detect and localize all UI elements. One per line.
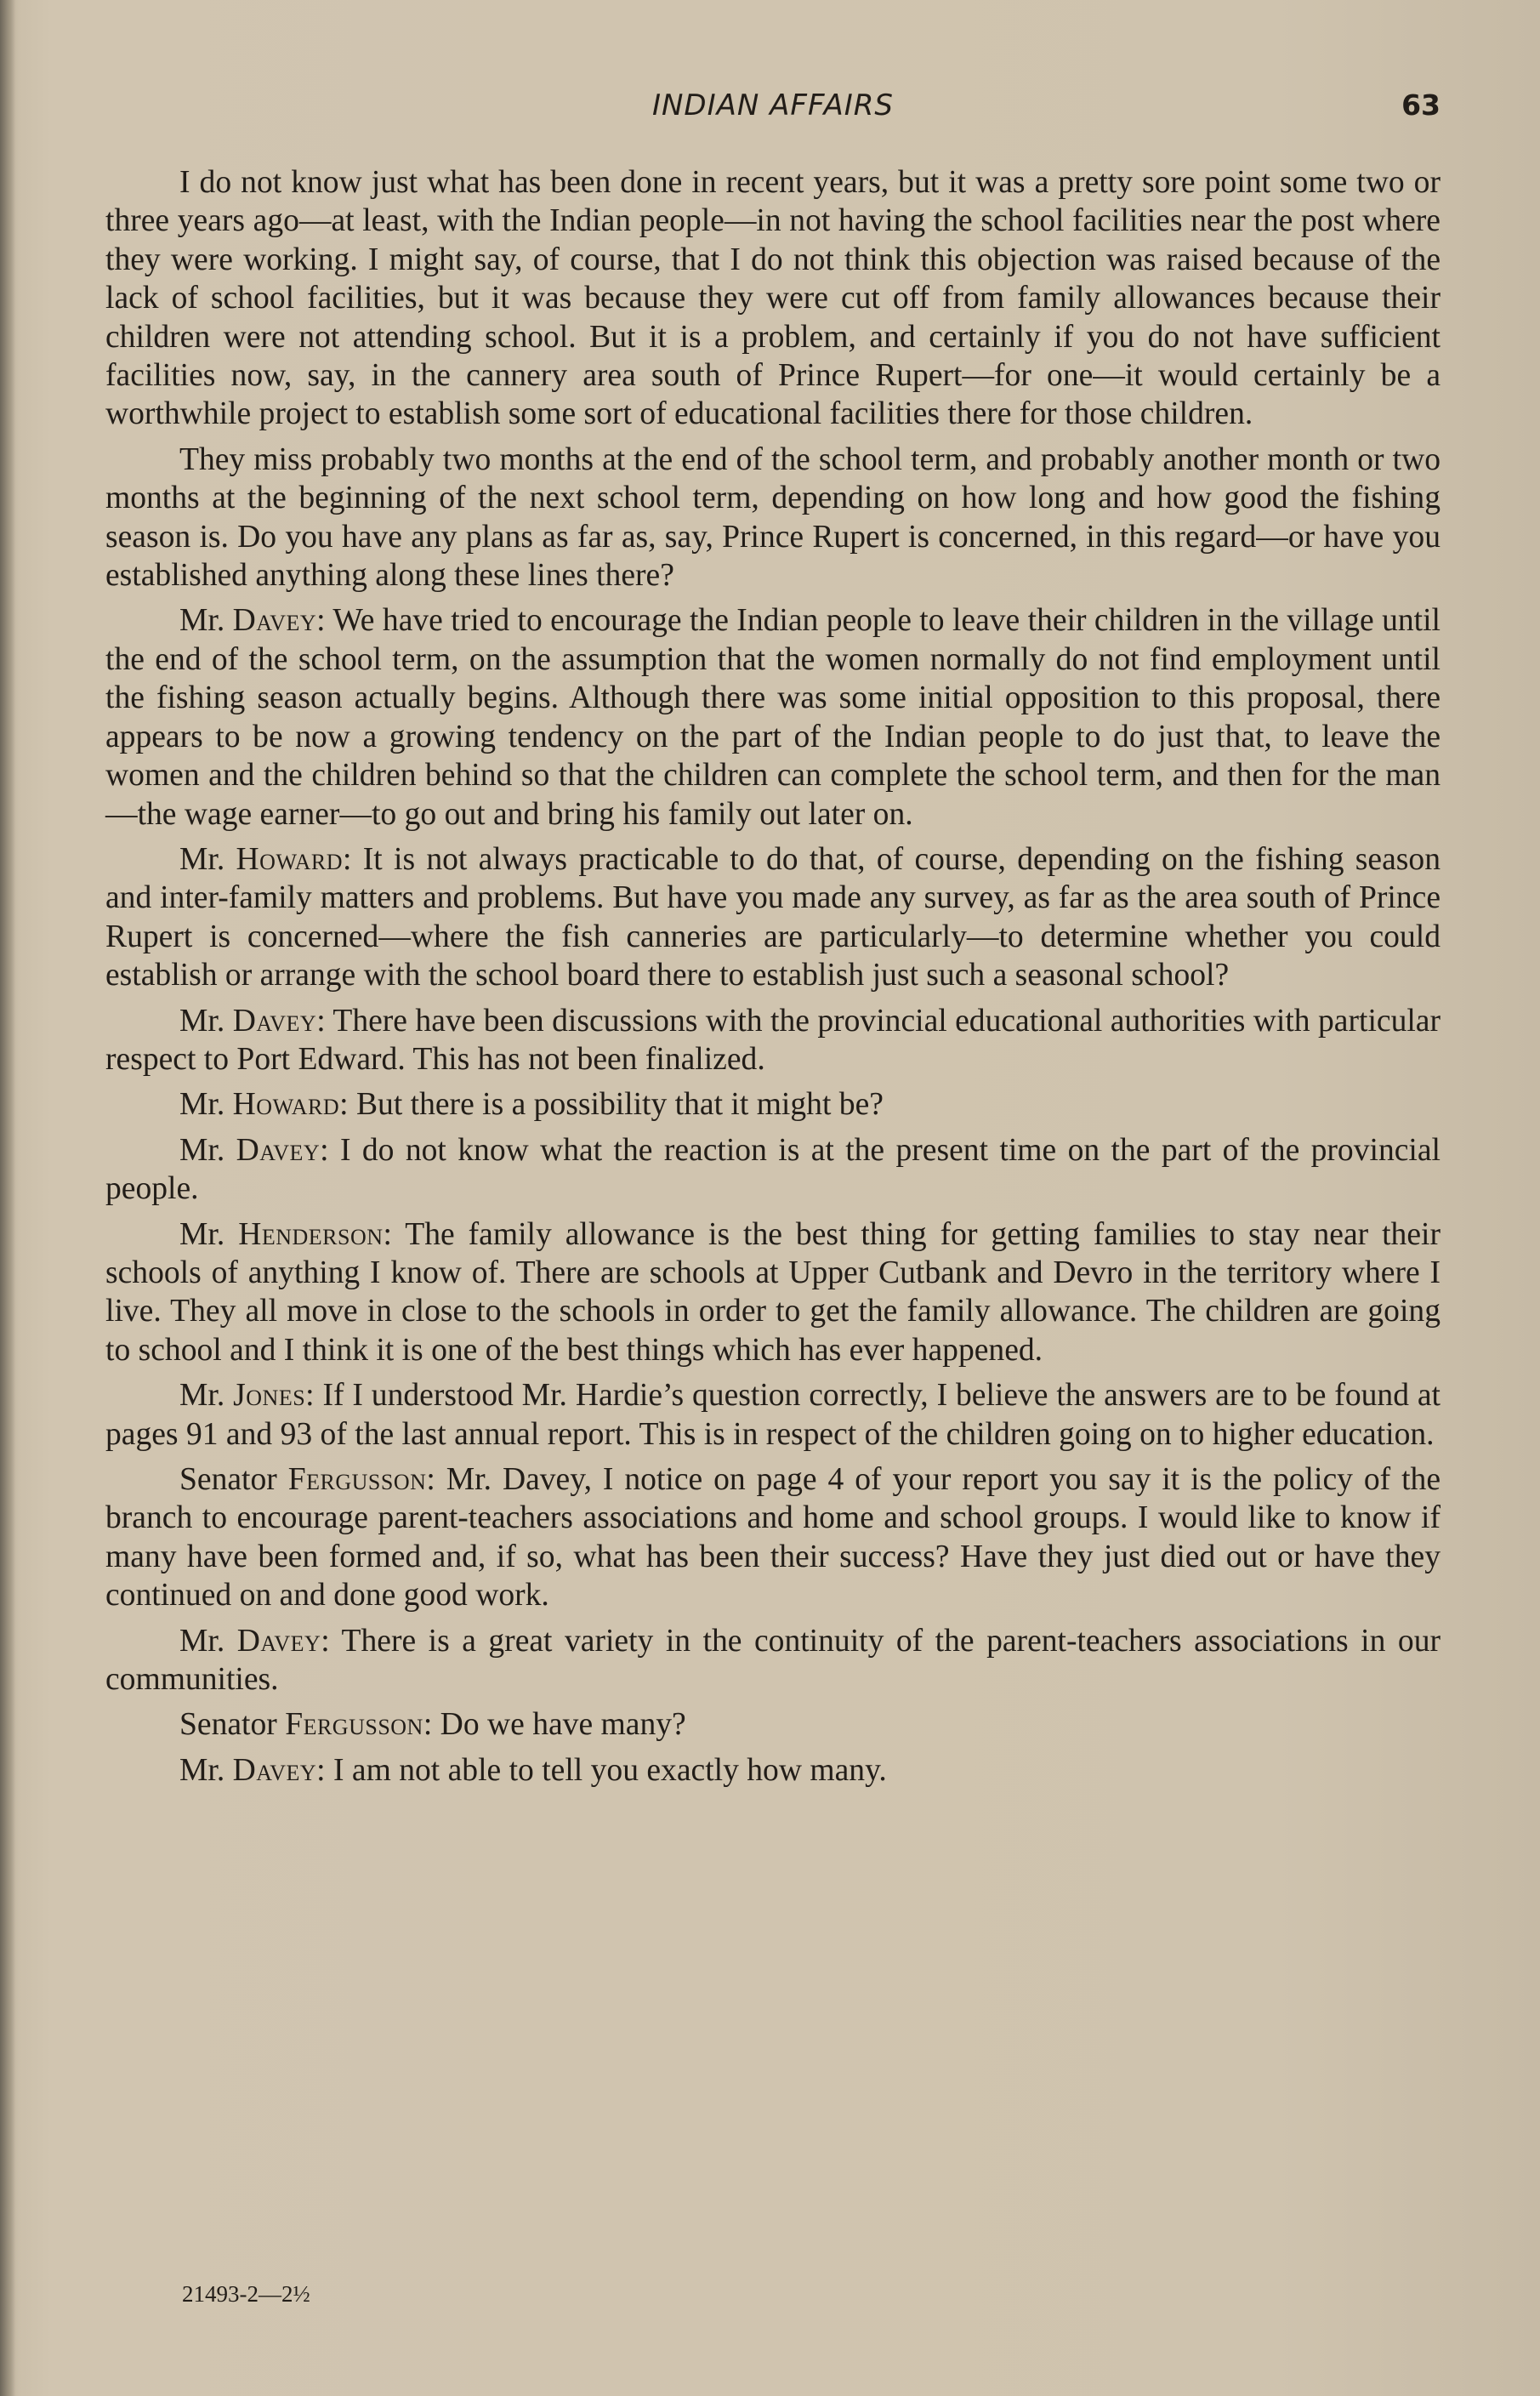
paragraph-text: : It is not always practicable to do that, of course, depending on the fishing season and inter-family matters and problems. But have you made any survey, as far as the area south of Prince Rupert is concerned—where the fish canneries are particularly—to determine whether you could establish or arrange with the school board there to establish just such a seasonal school?: [105, 841, 1441, 993]
speaker-honorific: Senator: [179, 1462, 288, 1497]
running-head: [105, 88, 1441, 131]
speaker-name: Henderson: [238, 1216, 384, 1252]
paragraph: [105, 163, 1441, 434]
paragraph-text: They miss probably two months at the end of the school term, and probably another month or two months at the beginning of the next school term, depending on how long and how good the fishing season is. Do you have any plans as far as, say, Prince Rupert is concerned, in this regard—or have you established anything along these lines there?: [105, 441, 1441, 594]
paragraph: [105, 441, 1441, 595]
paragraph: [105, 840, 1441, 995]
speaker-honorific: Mr.: [179, 841, 236, 877]
speaker-name: Fergusson: [285, 1707, 423, 1743]
speaker-name: Fergusson: [287, 1462, 427, 1497]
paragraph: [105, 1215, 1441, 1370]
paragraph: [105, 1622, 1441, 1699]
paragraph: [105, 1460, 1441, 1615]
paragraph-text: : I do not know what the reaction is at the present time on the part of the provincial people.: [105, 1132, 1441, 1207]
speaker-honorific: Mr.: [179, 1378, 234, 1414]
paragraph-text: : If I understood Mr. Hardie’s question correctly, I believe the answers are to be found at pages 91 and 93 of the last annual report. This is in respect of the children going on to higher education.: [105, 1378, 1441, 1452]
speaker-name: Howard: [232, 1087, 340, 1123]
paragraph-text: : But there is a possibility that it might be?: [339, 1087, 884, 1123]
speaker-name: Davey: [236, 1623, 321, 1659]
paragraph-text: : The family allowance is the best thing for getting families to stay near their schools of anything I know of. There are schools at Upper Cutbank and Devro in the territory where I live. They all move in close to the schools in order to get the family allowance. The children are going to school and I think it is one of the best things which has ever happened.: [105, 1216, 1441, 1368]
paragraph-text: I do not know just what has been done in recent years, but it was a pretty sore point some two or three years ago—at least, with the Indian people—in not having the school facilities near the post where they were working. I might say, of course, that I do not think this objection was raised because of the lack of school facilities, but it was because they were cut off from family allowances because their children were not attending school. But it is a problem, and certainly if you do not have sufficient facilities now, say, in the cannery area south of Prince Rupert—for one—it would certainly be a worthwhile project to establish some sort of educational facilities there for those children.: [105, 165, 1441, 432]
speaker-name: Davey: [232, 603, 317, 639]
paragraph: [105, 1002, 1441, 1079]
speaker-honorific: Mr.: [179, 1752, 233, 1788]
paragraph: [105, 1376, 1441, 1454]
paragraph: [105, 1131, 1441, 1209]
paragraph-text: : We have tried to encourage the Indian people to leave their children in the village until the end of the school term, on the assumption that the women normally do not find employment until the fishing season actually begins. Although there was some initial opposition to this proposal, there appears to be now a growing tendency on the part of the Indian people to do just that, to leave the women and the children behind so that the children can complete the school term, and then for the man—the wage earner—to go out and bring his family out later on.: [105, 603, 1441, 832]
running-title: INDIAN AFFAIRS: [651, 88, 895, 122]
speaker-name: Davey: [236, 1132, 321, 1168]
paragraph-text: : There have been discussions with the provincial educational authorities with particular respect to Port Edward. This has not been finalized.: [105, 1003, 1441, 1077]
speaker-honorific: Mr.: [179, 1132, 236, 1168]
body-text: [105, 163, 1441, 1796]
paragraph: [105, 1751, 1441, 1790]
paragraph-text: : Do we have many?: [423, 1707, 686, 1743]
speaker-honorific: Senator: [179, 1707, 286, 1743]
page-gutter: [0, 0, 15, 2396]
speaker-honorific: Mr.: [179, 1087, 233, 1123]
paragraph-text: : Mr. Davey, I notice on page 4 of your report you say it is the policy of the branch to encourage parent-teachers associations and home and school groups. I would like to know if many have been formed and, if so, what has been their success? Have they just died out or have they continued on and done good work.: [105, 1462, 1441, 1613]
speaker-name: Jones: [233, 1378, 306, 1414]
printer-signature-mark: 21493-2—2½: [182, 2281, 310, 2307]
page-number: 63: [1401, 88, 1441, 122]
speaker-name: Davey: [232, 1752, 317, 1788]
paragraph: [105, 1085, 1441, 1124]
paragraph-text: : There is a great variety in the continuity of the parent-teachers associations in our communities.: [105, 1623, 1441, 1698]
paragraph: [105, 601, 1441, 833]
speaker-name: Davey: [232, 1003, 317, 1039]
paragraph-text: : I am not able to tell you exactly how many.: [316, 1752, 887, 1788]
paragraph: [105, 1705, 1441, 1744]
speaker-honorific: Mr.: [179, 1003, 233, 1039]
speaker-name: Howard: [236, 841, 344, 877]
speaker-honorific: Mr.: [179, 603, 233, 639]
speaker-honorific: Mr.: [179, 1216, 239, 1252]
speaker-honorific: Mr.: [179, 1623, 237, 1659]
